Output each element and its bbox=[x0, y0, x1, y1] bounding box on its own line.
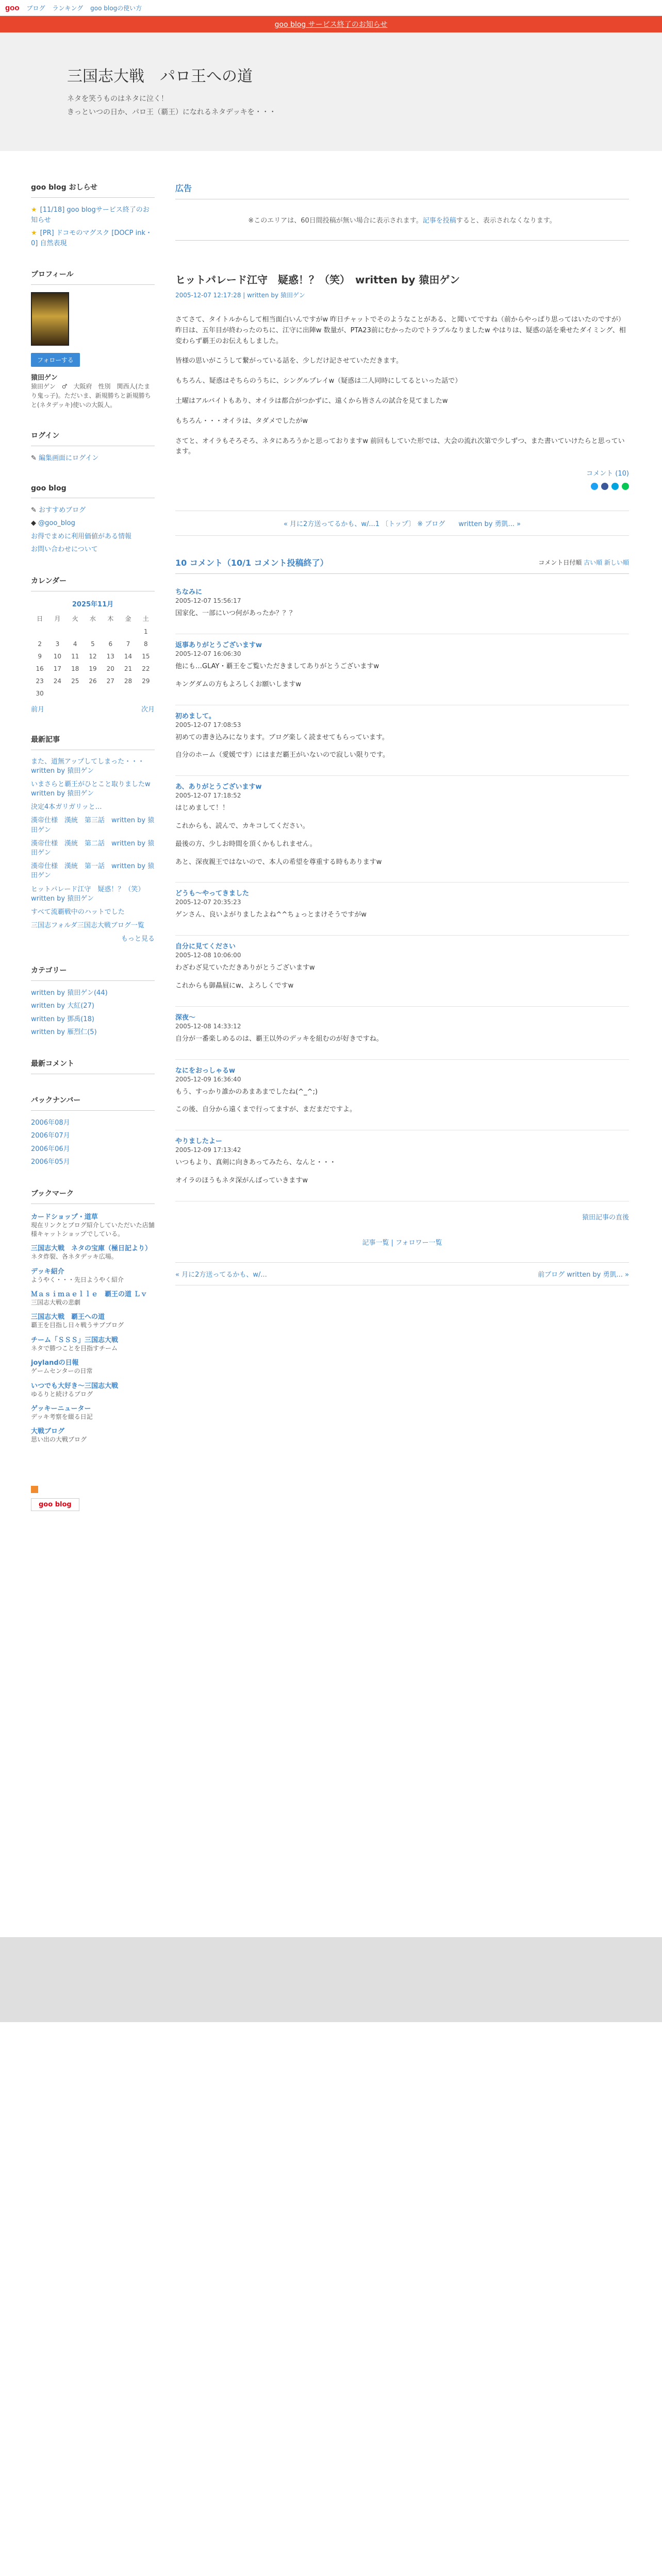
entry-meta: 2005-12-07 12:17:28 | written by 猿田ゲン bbox=[175, 292, 305, 299]
comment-date: 2005-12-09 17:13:42 bbox=[175, 1146, 241, 1154]
bookmark-desc: デッキ考察を綴る日記 bbox=[31, 1413, 93, 1421]
comment-date: 2005-12-08 14:33:12 bbox=[175, 1022, 241, 1030]
comment-sort-label: コメント日付順 bbox=[538, 559, 582, 567]
entry-date: 2005-12-07 12:17:28 bbox=[175, 292, 241, 299]
comment-author[interactable]: 初めまして。 bbox=[175, 712, 216, 720]
comment-text: いつもより、真剣に向きあってみたら、なんと・・・ bbox=[175, 1159, 336, 1167]
blog-title[interactable]: 三国志大戦 パロ王への道 bbox=[67, 67, 253, 86]
calendar-day: 24 bbox=[53, 677, 62, 685]
calendar-day: 27 bbox=[106, 677, 114, 685]
backnumber-item[interactable]: 2006年06月 bbox=[31, 1145, 70, 1153]
bookmark-desc: 三国志大戦の悲劇 bbox=[31, 1299, 81, 1307]
recent-item[interactable]: 決定4本ガリガリッと… bbox=[31, 803, 102, 811]
calendar-day: 30 bbox=[36, 689, 44, 697]
topbar-link-blog[interactable]: ブログ bbox=[26, 4, 45, 12]
comment-date: 2005-12-07 17:08:53 bbox=[175, 721, 241, 728]
goo-blog-footer-logo[interactable]: goo blog bbox=[31, 1498, 79, 1511]
share-buttons bbox=[175, 483, 629, 490]
calendar-day: 16 bbox=[36, 665, 44, 672]
comment-text: これからも、読んで、カキコしてください。 bbox=[175, 822, 309, 830]
entry-link[interactable]: 猿田記事の直後 bbox=[582, 1213, 629, 1222]
bookmark-desc: ゲームセンターの日常 bbox=[31, 1367, 93, 1375]
backnumber-title: バックナンバー bbox=[31, 1095, 155, 1111]
comment-item bbox=[175, 1060, 629, 1131]
calendar-day bbox=[119, 625, 137, 638]
weekday: 水 bbox=[89, 615, 96, 622]
recent-more-link[interactable]: もっと見る bbox=[121, 935, 155, 943]
goo-notice-item[interactable]: [11/18] goo blogサービス終了のお知らせ bbox=[31, 206, 150, 224]
goo-blog-link[interactable]: @goo_blog bbox=[38, 519, 75, 527]
calendar-day: 14 bbox=[124, 652, 133, 660]
avatar bbox=[31, 292, 69, 346]
comment-date: 2005-12-07 15:56:17 bbox=[175, 597, 241, 605]
bookmark-link[interactable]: デッキ紹介 bbox=[31, 1267, 64, 1276]
weekday: 木 bbox=[107, 615, 114, 622]
calendar-day: 1 bbox=[144, 628, 148, 635]
comment-sort-old[interactable]: 古い順 bbox=[584, 559, 603, 567]
comment-date: 2005-12-09 16:36:40 bbox=[175, 1075, 241, 1083]
comment-text: 自分のホーム（愛媛です）にはまだ覇王がいないので寂しい限りです。 bbox=[175, 751, 389, 759]
comment-text: 最後の方、少しお時間を頂くかもしれません。 bbox=[175, 840, 317, 848]
comment-text: 国家化、一部にいつ何があったか？？？ bbox=[175, 609, 296, 618]
weekday: 土 bbox=[142, 615, 149, 622]
comment-text: もう、すっかり誰かのあまあまでしたね(^_^;) bbox=[175, 1088, 318, 1096]
calendar-day bbox=[84, 687, 102, 700]
comment-text: 自分が一番楽しめるのは、覇王以外のデッキを組むのが好きですね。 bbox=[175, 1035, 383, 1043]
comment-text: オイラのほうもネタ深がんばっていきますw bbox=[175, 1176, 308, 1184]
blog-desc-2: きっといつの日か、パロ王（覇王）になれるネタデッキを・・・ bbox=[67, 108, 276, 116]
comment-author[interactable]: なにをおっしゃるw bbox=[175, 1066, 236, 1075]
comment-item bbox=[175, 705, 629, 776]
bookmark-desc: ネタ炸裂、各ネタデッキ広場。 bbox=[31, 1253, 118, 1261]
calendar-day: 7 bbox=[126, 640, 130, 648]
top-bar bbox=[0, 0, 662, 16]
calendar-day: 28 bbox=[124, 677, 133, 685]
calendar-day: 17 bbox=[53, 665, 62, 672]
entry-paragraph: もちろん・・・オイラは、タダメでしたがw bbox=[175, 417, 308, 425]
bookmark-desc: 現在リンクとブログ紹介していただいた店舗様キャットショップでしている。 bbox=[31, 1221, 155, 1238]
comment-author[interactable]: やりましたよー bbox=[175, 1138, 223, 1146]
recent-title: 最新記事 bbox=[31, 734, 155, 750]
comment-text: わざわざ見ていただきありがとうございますw bbox=[175, 964, 315, 972]
entry-paragraph: 土曜はアルバイトもあり、オイラは都合がつかずに、遠くから皆さんの試合を見てましたw bbox=[175, 397, 448, 405]
profile-text: 猿田ゲン ♂ 大阪府 性別 関西人(たまり鬼っ子)。ただいま、新規勝ちと新規勝ちと(ネタデッキ)使いの大阪人。 bbox=[31, 383, 151, 409]
goo-blog-link[interactable]: お問い合わせについて bbox=[31, 546, 98, 553]
login-title: ログイン bbox=[31, 430, 155, 446]
goo-blog-title: goo blog bbox=[31, 484, 155, 498]
comment-item bbox=[175, 776, 629, 883]
comment-item bbox=[175, 883, 629, 936]
calendar-section bbox=[31, 575, 155, 714]
login-section bbox=[31, 430, 155, 464]
star-icon: ★ bbox=[31, 206, 37, 214]
entry-paragraph: さてさて、タイトルからして相当面白いんですがw 昨日チャットでそのようなことがある、と聞いてですね（前からやっぱり思ってはいたのですが）昨日は、五年目が終わったのちに、江守に出陣w 数量が、PTA23前にむかったのでトラブルなりましたw やはりは、疑惑の話を乗せたダイミング、相変わらず覇王のお伝えもしました。 bbox=[175, 316, 626, 345]
comment-author[interactable]: あ、ありがとうございますw bbox=[175, 783, 262, 791]
category-item[interactable]: written by 鄧禹(18) bbox=[31, 1015, 94, 1023]
calendar-day: 5 bbox=[91, 640, 95, 648]
goo-notice-section bbox=[31, 182, 155, 248]
bookmark-link[interactable]: 三国志大戦 ネタの宝庫（極日記より） bbox=[31, 1245, 152, 1253]
goo-blog-link[interactable]: お得でまめに利用価値がある情報 bbox=[31, 532, 132, 540]
backnumber-item[interactable]: 2006年07月 bbox=[31, 1132, 70, 1140]
calendar-month: 2025年11月 bbox=[72, 600, 114, 608]
calendar-day: 15 bbox=[142, 652, 150, 660]
calendar-day: 25 bbox=[71, 677, 79, 685]
calendar-day bbox=[137, 687, 155, 700]
calendar-day: 21 bbox=[124, 665, 133, 672]
calendar-day: 11 bbox=[71, 652, 79, 660]
category-item[interactable]: written by 猿田ゲン(44) bbox=[31, 989, 108, 997]
calendar-day: 4 bbox=[73, 640, 77, 648]
weekday: 月 bbox=[54, 615, 61, 622]
calendar-day: 23 bbox=[36, 677, 44, 685]
ad-post-link[interactable]: 記事を投稿 bbox=[422, 217, 456, 225]
recent-item[interactable]: 漢帝仕様 漢統 第三話 written by 猿田ゲン bbox=[31, 817, 155, 834]
recent-item[interactable]: 三国志フォルダ三国志大戦ブログ一覧 bbox=[31, 922, 144, 930]
bookmark-section bbox=[31, 1188, 155, 1445]
category-item[interactable]: written by 雁烈仁(5) bbox=[31, 1028, 97, 1036]
profile-title: プロフィール bbox=[31, 269, 155, 285]
hatena-icon[interactable] bbox=[611, 483, 619, 490]
comment-author[interactable]: 返事ありがとうございますw bbox=[175, 641, 262, 649]
comment-date: 2005-12-07 16:06:30 bbox=[175, 650, 241, 657]
ad-note-tail: すると、表示されなくなります。 bbox=[456, 217, 556, 225]
bookmark-link[interactable]: Ｍａｓｉｍａｅｌｌｅ 覇王の道 Ｌｖ bbox=[31, 1291, 147, 1299]
calendar-day: 13 bbox=[106, 652, 114, 660]
comment-text: ゲンさん、良いよがりましたよね^^ちょっとまけそうですがw bbox=[175, 911, 367, 919]
topbar-link-howto[interactable]: goo blogの使い方 bbox=[90, 4, 142, 12]
profile-name: 猿田ゲン bbox=[31, 374, 58, 382]
category-item[interactable]: written by 大紅(27) bbox=[31, 1002, 94, 1010]
entry-paragraph: 皆様の思いがこうして繋がっている話を、少しだけ記させていただきます。 bbox=[175, 357, 403, 365]
category-section bbox=[31, 965, 155, 1038]
star-icon: ★ bbox=[31, 229, 37, 237]
footer-center-nav[interactable]: 記事一覧 | フォロワー一覧 bbox=[362, 1239, 442, 1247]
calendar-day bbox=[102, 687, 119, 700]
comment-text: はじめまして！！ bbox=[175, 804, 229, 812]
recent-item[interactable]: また、道無アップしてしまった・・・ written by 猿田ゲン bbox=[31, 757, 152, 775]
rss-icon[interactable] bbox=[31, 1486, 38, 1493]
login-link[interactable]: 編集画面にログイン bbox=[39, 454, 99, 462]
recent-section bbox=[31, 734, 155, 944]
comment-date: 2005-12-07 20:35:23 bbox=[175, 899, 241, 906]
category-title: カテゴリー bbox=[31, 965, 155, 981]
calendar-title: カレンダー bbox=[31, 575, 155, 591]
comment-author[interactable]: どうも～やってきました bbox=[175, 890, 250, 898]
calendar-day bbox=[67, 687, 84, 700]
entry-paragraph: さてと、オイラもそろそろ、ネタにあろうかと思っておりますw 前回もしていた形では、大会の流れ次第で少しずつ、また書いていけたらと思っています。 bbox=[175, 437, 625, 456]
line-icon[interactable] bbox=[622, 483, 629, 490]
calendar-table bbox=[31, 612, 155, 700]
bookmark-desc: 思い出の大戦ブログ bbox=[31, 1436, 87, 1444]
bookmark-link[interactable]: いつでも大好き～三国志大戦 bbox=[31, 1382, 119, 1390]
bookmark-desc: 覇王を目指し日々戦うサブブログ bbox=[31, 1321, 124, 1329]
bookmark-desc: ネタで勝つことを目指すチーム bbox=[31, 1344, 118, 1352]
comment-text: この後、自分から遠くまで行ってますが、まだまだですよ。 bbox=[175, 1106, 357, 1114]
calendar-next-link[interactable]: 次月 bbox=[141, 705, 155, 714]
entry-paragraph: もちろん、疑惑はそちらのうちに、シングルプレイw（疑惑は二人同時にしてるといった話で） bbox=[175, 377, 462, 385]
comment-text: これからも御贔屓にw、よろしくですw bbox=[175, 981, 294, 990]
comments-header bbox=[175, 556, 629, 574]
calendar-day: 22 bbox=[142, 665, 150, 672]
ad-note bbox=[175, 199, 629, 241]
comment-date: 2005-12-08 10:06:00 bbox=[175, 952, 241, 959]
calendar-day bbox=[31, 625, 48, 638]
goo-blog-section bbox=[31, 484, 155, 555]
calendar-day bbox=[48, 625, 66, 638]
entry-title[interactable]: ヒットパレード江守 疑惑！？（笑） written by 猿田ゲン bbox=[175, 274, 460, 286]
calendar-day: 12 bbox=[89, 652, 97, 660]
calendar-day: 20 bbox=[106, 665, 114, 672]
bookmark-link[interactable]: joylandの日報 bbox=[31, 1359, 79, 1367]
weekday: 火 bbox=[72, 615, 78, 622]
calendar-day: 26 bbox=[89, 677, 97, 685]
calendar-day: 3 bbox=[55, 640, 60, 648]
comment-sort-new[interactable]: 新しい順 bbox=[604, 559, 629, 567]
ad-overlay-band bbox=[0, 1937, 662, 2022]
goo-blog-link[interactable]: おすすめブログ bbox=[39, 506, 86, 514]
main-content bbox=[175, 182, 629, 1465]
bookmark-link[interactable]: ゲッキーニューター bbox=[31, 1405, 91, 1413]
entry-pager[interactable]: « 月に2方送ってるかも、w/...1 〔トップ〕 ※ ブログ written by 勇凱... » bbox=[175, 511, 629, 536]
recent-item[interactable]: いまさらと覇王がひとこと取りましたw written by 猿田ゲン bbox=[31, 780, 157, 798]
calendar-day bbox=[84, 625, 102, 638]
comment-text: キングダムの方もよろしくお願いしますw bbox=[175, 680, 301, 688]
ad-title: 広告 bbox=[175, 182, 629, 199]
footer-nav bbox=[175, 1262, 629, 1285]
calendar-day bbox=[102, 625, 119, 638]
comment-count-link[interactable]: コメント (10) bbox=[586, 470, 629, 478]
bookmark-title: ブックマーク bbox=[31, 1188, 155, 1204]
weekday: 日 bbox=[37, 615, 43, 622]
blog-header bbox=[0, 32, 662, 151]
recent-item[interactable]: すべて流覇戦中のハットでした bbox=[31, 908, 125, 916]
pencil-icon: ✎ bbox=[31, 506, 37, 514]
footer-mid-link[interactable]: 前ブログ bbox=[538, 1270, 565, 1279]
goo-notice-title: goo blog おしらせ bbox=[31, 182, 155, 198]
comment-item bbox=[175, 581, 629, 634]
comment-author[interactable]: ちなみに bbox=[175, 588, 203, 597]
comment-date: 2005-12-07 17:18:52 bbox=[175, 792, 241, 800]
facebook-icon[interactable] bbox=[601, 483, 608, 490]
entry-body bbox=[175, 315, 629, 457]
calendar-day: 8 bbox=[144, 640, 148, 648]
sidebar bbox=[31, 182, 155, 1465]
bookmark-link[interactable]: カードショップ・道草 bbox=[31, 1213, 98, 1221]
follow-button[interactable]: フォローする bbox=[31, 353, 80, 367]
entry-author[interactable]: written by 猿田ゲン bbox=[247, 292, 305, 299]
latest-comments-title: 最新コメント bbox=[31, 1058, 155, 1074]
recent-item[interactable]: 漢帝仕様 漢統 第一話 written by 猿田ゲン bbox=[31, 862, 155, 880]
calendar-day: 2 bbox=[38, 640, 42, 648]
goo-logo[interactable]: goo bbox=[5, 3, 20, 12]
calendar-day: 10 bbox=[53, 652, 62, 660]
profile-section bbox=[31, 269, 155, 410]
calendar-day: 18 bbox=[71, 665, 79, 672]
footer-next-link[interactable]: written by 勇凱... » bbox=[567, 1270, 629, 1279]
calendar-day: 19 bbox=[89, 665, 97, 672]
backnumber-section bbox=[31, 1095, 155, 1167]
comment-text: あと、深夜親王ではないので、本人の希望を尊重する時もありますw bbox=[175, 858, 382, 866]
recent-item[interactable]: 漢帝仕様 漢統 第二話 written by 猿田ゲン bbox=[31, 839, 155, 857]
recent-item[interactable]: ヒットパレード江守 疑惑！？（笑） written by 猿田ゲン bbox=[31, 885, 148, 903]
bookmark-link[interactable]: チーム「ＳＳＳ」三国志大戦 bbox=[31, 1336, 119, 1344]
weekday: 金 bbox=[125, 615, 131, 622]
service-notice-bar bbox=[0, 16, 662, 32]
calendar-day: 29 bbox=[142, 677, 150, 685]
backnumber-item[interactable]: 2006年05月 bbox=[31, 1158, 70, 1166]
backnumber-item[interactable]: 2006年08月 bbox=[31, 1118, 70, 1127]
comment-item bbox=[175, 1130, 629, 1201]
calendar-day: 9 bbox=[38, 652, 42, 660]
bird-icon: ◆ bbox=[31, 519, 36, 527]
comment-author[interactable]: 深夜～ bbox=[175, 1013, 196, 1022]
pencil-icon: ✎ bbox=[31, 454, 37, 462]
latest-comments-section bbox=[31, 1058, 155, 1074]
bookmark-desc: ようやく・・・先日ようやく紹介 bbox=[31, 1276, 124, 1283]
comment-text: 他にも…GLAY・覇王をご覧いただきましてありがとうございますw bbox=[175, 662, 379, 670]
footer-prev-link[interactable]: « 月に2方送ってるかも、w/... bbox=[175, 1270, 267, 1279]
comment-author[interactable]: 自分に見てください bbox=[175, 943, 236, 951]
topbar-link-ranking[interactable]: ランキング bbox=[52, 4, 84, 12]
goo-notice-item[interactable]: [PR] ドコモのマグスク [DOCP ink・0] 自然表現 bbox=[31, 229, 153, 247]
page-footer bbox=[0, 1486, 662, 1511]
calendar-day: 6 bbox=[108, 640, 113, 648]
comment-item bbox=[175, 936, 629, 1007]
calendar-day bbox=[67, 625, 84, 638]
comments-title: 10 コメント（10/1 コメント投稿終了） bbox=[175, 558, 328, 568]
bookmark-desc: ゆるりと続けるブログ bbox=[31, 1390, 93, 1398]
bookmark-link[interactable]: 三国志大戦 覇王への道 bbox=[31, 1313, 105, 1321]
calendar-prev-link[interactable]: 前月 bbox=[31, 705, 45, 714]
twitter-icon[interactable] bbox=[591, 483, 598, 490]
calendar-day bbox=[119, 687, 137, 700]
comment-item bbox=[175, 1007, 629, 1060]
blog-desc-1: ネタを笑うものはネタに泣く！ bbox=[67, 95, 168, 103]
comment-item bbox=[175, 634, 629, 705]
service-notice-link[interactable]: goo blog サービス終了のお知らせ bbox=[274, 21, 388, 29]
comment-text: 初めての書き込みになります。ブログ楽しく読ませてもらっています。 bbox=[175, 733, 389, 741]
bookmark-link[interactable]: 大戦ブログ bbox=[31, 1428, 65, 1436]
calendar-day bbox=[48, 687, 66, 700]
ad-note-text: ※このエリアは、60日間投稿が無い場合に表示されます。 bbox=[248, 217, 423, 225]
